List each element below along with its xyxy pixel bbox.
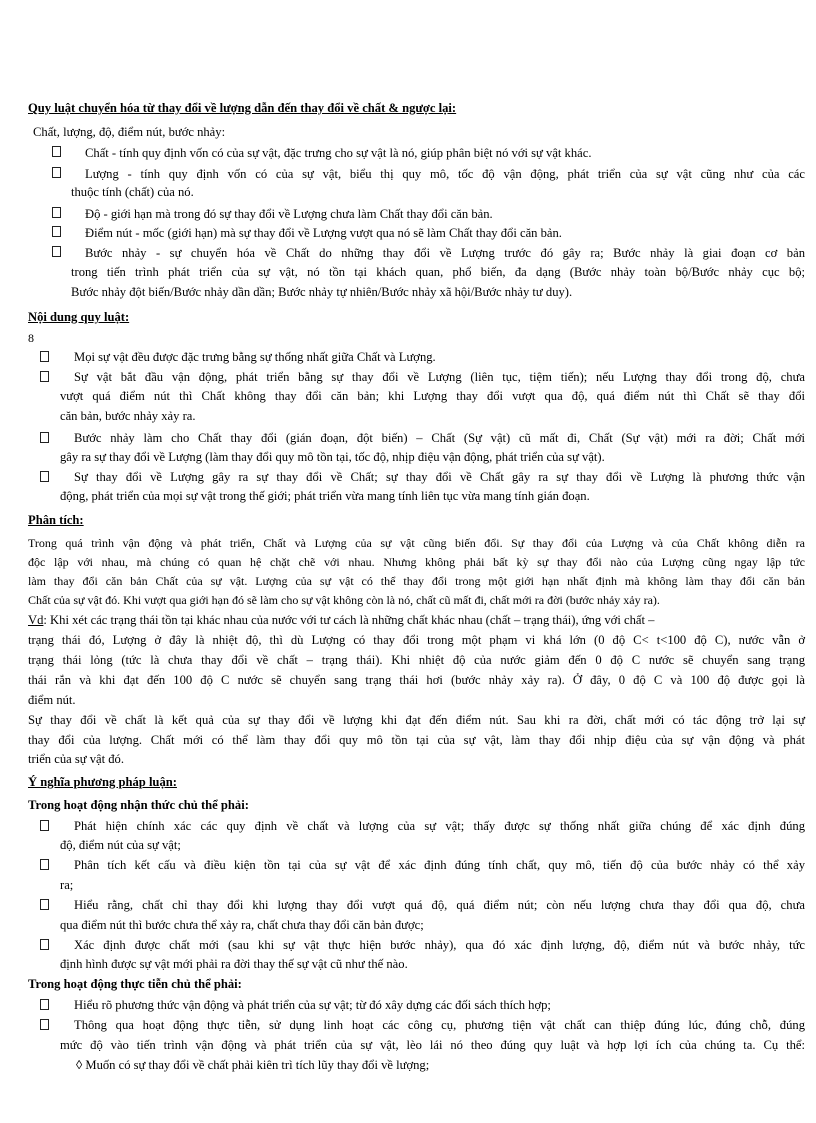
- example-line: thái rắn và khi đạt đến 100 độ C nước sẽ chuyển sang trạng thái hơi (bước nhảy xảy ra). Ở đây, 0 độ C và 100 độ được gọi là: [28, 673, 805, 687]
- bullet-box-icon: [52, 207, 61, 218]
- meaning-heading: Ý nghĩa phương pháp luận:: [28, 775, 177, 789]
- example-first-line: [28, 613, 805, 628]
- bullet-box-icon: [40, 432, 49, 443]
- bullet-box-icon: [40, 820, 49, 831]
- cognition-subheading: Trong hoạt động nhận thức chủ thể phải:: [28, 798, 249, 812]
- cognition-item-cont: ra;: [60, 878, 74, 892]
- cognition-item: Phân tích kết cấu và điều kiện tồn tại của sự vật để xác định đúng tính chất, quy mô, tiến độ của bước nhảy có thể xảy: [74, 858, 805, 872]
- change-line: Sự thay đổi về chất là kết quả của sự thay đổi về lượng khi đạt đến điểm nút. Sau khi ra đời, chất mới có tác động trở lại sự: [28, 713, 805, 727]
- bullet-box-icon: [52, 146, 61, 157]
- cognition-item: Xác định được chất mới (sau khi sự vật thực hiện bước nhảy), qua đó xác định lượng, độ, điểm nút và bước nhảy, tức: [74, 938, 805, 952]
- example-line: điểm nút.: [28, 693, 76, 707]
- term-luong: Lượng - tính quy định vốn có của sự vật, biểu thị quy mô, tốc độ vận động, phát triển của sự vật cũng như của các: [85, 167, 805, 181]
- content-item: Sự vật bắt đầu vận động, phát triển bằng sự thay đổi về Lượng (liên tục, tiệm tiến); nếu Lượng thay đổi trong độ, chưa: [74, 370, 805, 384]
- practice-subheading: Trong hoạt động thực tiễn chủ thể phải:: [28, 977, 242, 991]
- change-line: triển của sự vật đó.: [28, 752, 125, 766]
- bullet-box-icon: [52, 246, 61, 257]
- content-item-cont: gây ra sự thay đổi về Lượng (làm thay đổi quy mô tồn tại, tốc độ, nhịp điệu vận động, phát triển của sự vật).: [60, 450, 605, 464]
- content-item-cont: động, phát triển của mọi sự vật trong thế giới; phát triển vừa mang tính liên tục vừa mang tính gián đoạn.: [60, 489, 590, 503]
- bullet-box-icon: [40, 999, 49, 1010]
- content-item: Sự thay đổi về Lượng gây ra sự thay đổi về Chất; sự thay đổi về Chất gây ra sự thay đổi về Lượng là phương thức vận: [74, 470, 805, 484]
- main-heading: Quy luật chuyển hóa từ thay đổi về lượng dẫn đến thay đổi về chất & ngược lại:: [28, 101, 457, 115]
- practice-item: Hiểu rõ phương thức vận động và phát triển của sự vật; từ đó xây dựng các đối sách thích hợp;: [74, 998, 551, 1012]
- content-item: Bước nhảy làm cho Chất thay đổi (gián đoạn, đột biến) – Chất (Sự vật) cũ mất đi, Chất (Sự vật) mới ra đời; Chất mới: [74, 431, 805, 445]
- bullet-box-icon: [40, 1019, 49, 1030]
- example-line: trạng thái lỏng (tức là chưa thay đổi về chất – trạng thái). Khi nhiệt độ của nước giảm đến 0 độ C nước sẽ chuyển sang trạng: [28, 653, 805, 667]
- analysis-line: làm thay đổi căn bản Chất của sự vật. Lượng của sự vật có thể thay đổi trong một giới hạn nhất định mà không làm thay đổi căn bản: [28, 574, 805, 588]
- analysis-line: độc lập với nhau, mà chúng có quan hệ chặt chẽ với nhau. Nhưng không phải bất kỳ sự thay đổi nào của Lượng cũng ngay lập tức: [28, 555, 805, 569]
- example-label: Vd: [28, 613, 44, 627]
- bullet-box-icon: [40, 471, 49, 482]
- practice-detail: ◊ Muốn có sự thay đổi về chất phải kiên trì tích lũy thay đổi về lượng;: [76, 1058, 430, 1072]
- bullet-box-icon: [40, 899, 49, 910]
- bullet-box-icon: [40, 859, 49, 870]
- cognition-item: Hiểu rằng, chất chỉ thay đổi khi lượng thay đổi vượt quá độ, quá điểm nút; còn nếu lượng chưa thay đổi qua độ, chưa: [74, 898, 805, 912]
- practice-item-cont: mức độ vào tiến trình vận động và phát triển của sự vật, lèo lái nó theo đúng quy luật và hợp lợi ích của chúng ta. Cụ thể:: [60, 1038, 805, 1052]
- analysis-line: Trong quá trình vận động và phát triển, Chất và Lượng của sự vật cũng biến đổi. Sự thay đổi của Lượng và của Chất không diễn ra: [28, 536, 805, 550]
- stray-mark: 8: [28, 331, 34, 345]
- cognition-item: Phát hiện chính xác các quy định về chất và lượng của sự vật; thấy được sự thống nhất giữa chúng để xác định đúng: [74, 819, 805, 833]
- content-item-cont: vượt quá điểm nút thì Chất không thay đổi căn bản; khi Lượng thay đổi vượt qua độ, quá điểm nút thì Chất sẽ thay đổi: [60, 389, 805, 403]
- bullet-box-icon: [40, 351, 49, 362]
- term-diem-nut: Điểm nút - mốc (giới hạn) mà sự thay đổi về Lượng vượt qua nó sẽ làm Chất thay đổi căn bản.: [85, 226, 562, 240]
- example-line: : Khi xét các trạng thái tồn tại khác nhau của nước với tư cách là những chất khác nhau (chất – trạng thái), ứng với chất –: [43, 613, 655, 627]
- cognition-item-cont: qua điểm nút thì bước chưa thể xảy ra, chất chưa thay đổi căn bản được;: [60, 918, 424, 932]
- term-luong-cont: thuộc tính (chất) của nó.: [71, 185, 194, 199]
- example-line: trạng thái đó, Lượng ở đây là nhiệt độ, thì dù Lượng có thay đổi trong một phạm vi khá lớn (0 độ C< t<100 độ C), nước vẫn ở: [28, 633, 805, 647]
- practice-item: Thông qua hoạt động thực tiễn, sử dụng linh hoạt các công cụ, phương tiện vật chất can thiệp đúng lúc, đúng chỗ, đúng: [74, 1018, 805, 1032]
- bullet-box-icon: [40, 939, 49, 950]
- bullet-box-icon: [52, 167, 61, 178]
- term-buoc-nhay: Bước nhảy - sự chuyển hóa về Chất do những thay đổi về Lượng trước đó gây ra; Bước nhảy là giai đoạn cơ bản: [85, 246, 805, 260]
- content-item-cont: căn bản, bước nhảy xảy ra.: [60, 409, 196, 423]
- analysis-heading: Phân tích:: [28, 513, 84, 527]
- change-line: thay đổi của lượng. Chất mới có thể làm thay đổi quy mô tồn tại của sự vật, làm thay đổi nhịp điệu của sự vận động và phát: [28, 733, 805, 747]
- term-buoc-nhay-cont: trong tiến trình phát triển của sự vật, nó tồn tại khách quan, phổ biến, đa dạng (Bước nhảy toàn bộ/Bước nhảy cục bộ;: [71, 265, 805, 279]
- content-heading: Nội dung quy luật:: [28, 310, 130, 324]
- intro-terms: Chất, lượng, độ, điểm nút, bước nhảy:: [33, 125, 226, 139]
- bullet-box-icon: [52, 226, 61, 237]
- analysis-line: Chất của sự vật đó. Khi vượt qua giới hạn đó sẽ làm cho sự vật không còn là nó, chất cũ mất đi, chất mới ra đời (bước nhảy xảy ra).: [28, 593, 660, 607]
- bullet-box-icon: [40, 371, 49, 382]
- content-item: Mọi sự vật đều được đặc trưng bằng sự thống nhất giữa Chất và Lượng.: [74, 350, 436, 364]
- cognition-item-cont: độ, điểm nút của sự vật;: [60, 838, 181, 852]
- cognition-item-cont: định hình được sự vật mới phải ra đời thay thế sự vật cũ như thế nào.: [60, 957, 408, 971]
- term-chat: Chất - tính quy định vốn có của sự vật, đặc trưng cho sự vật là nó, giúp phân biệt nó với sự vật khác.: [85, 146, 592, 160]
- term-do: Độ - giới hạn mà trong đó sự thay đổi về Lượng chưa làm Chất thay đổi căn bản.: [85, 207, 493, 221]
- term-buoc-nhay-cont: Bước nhảy đột biến/Bước nhảy dần dần; Bước nhảy tự nhiên/Bước nhảy xã hội/Bước nhảy tư duy).: [71, 285, 573, 299]
